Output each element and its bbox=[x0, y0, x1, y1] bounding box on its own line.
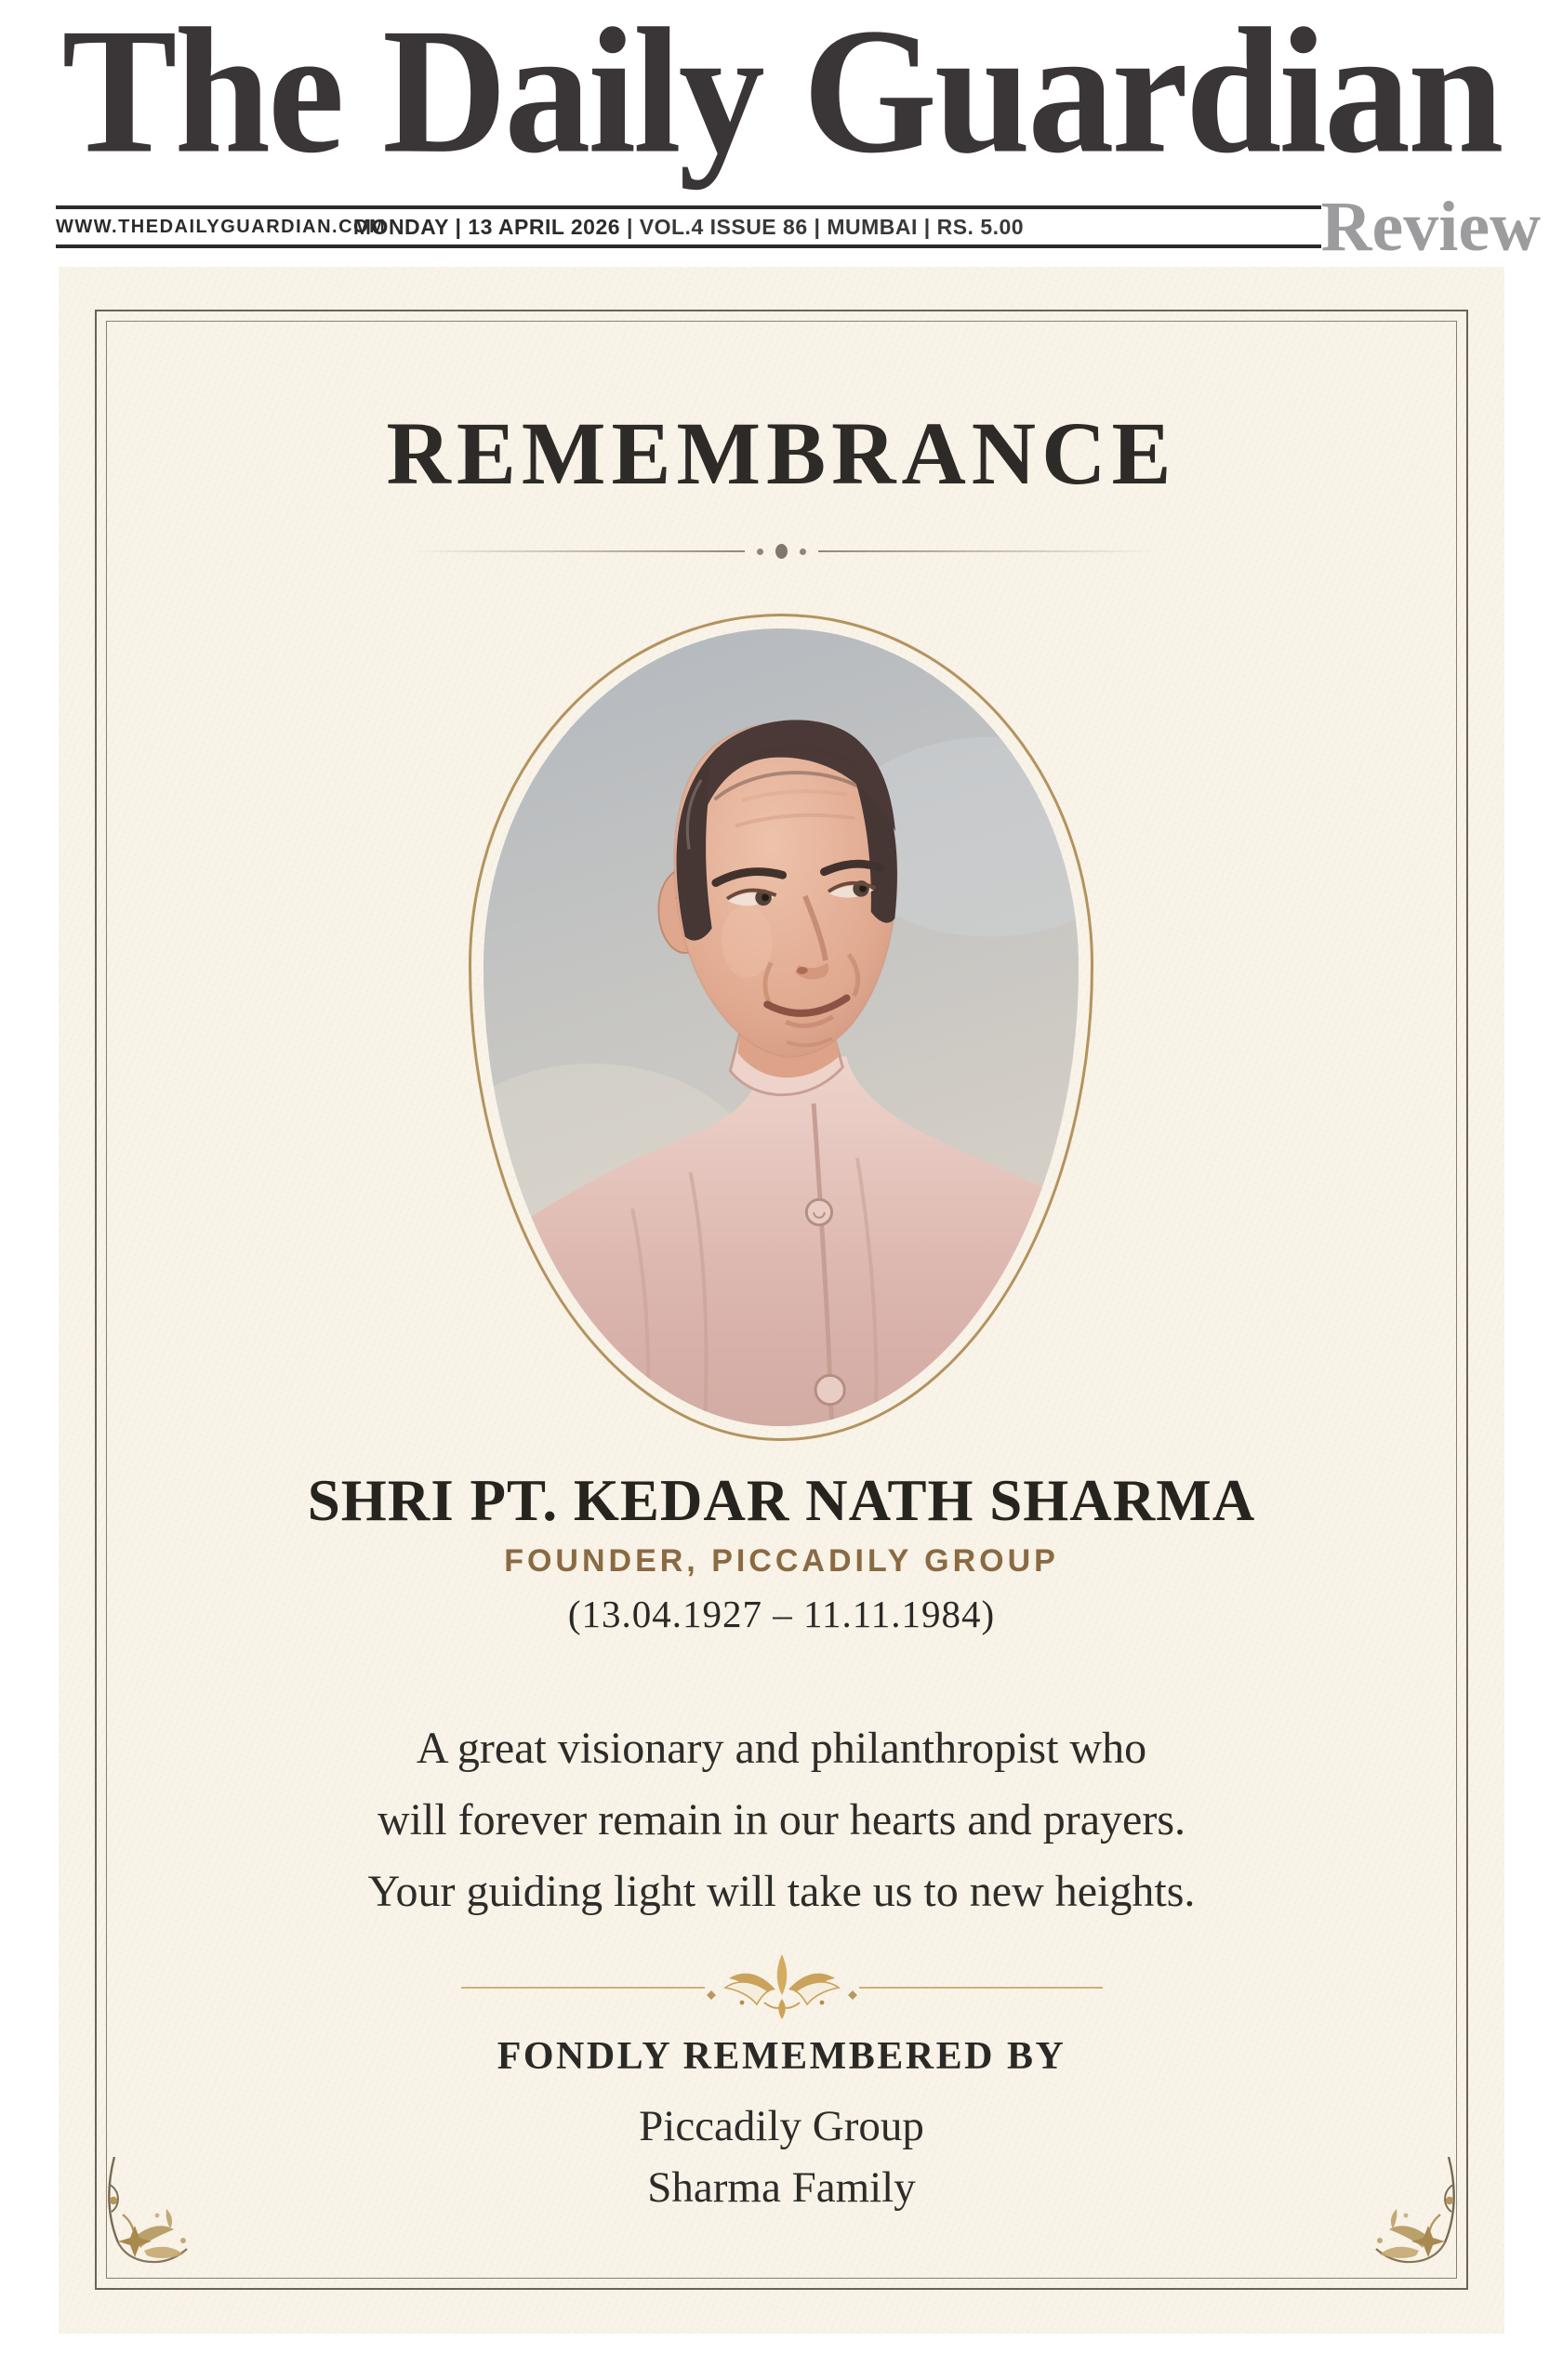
dotted-divider bbox=[0, 544, 1563, 559]
tribute-line: A great visionary and philanthropist who bbox=[416, 1724, 1147, 1773]
dateline-row bbox=[56, 212, 1321, 242]
remembered-heading: FONDLY REMEMBERED BY bbox=[497, 2035, 1066, 2078]
tribute-text bbox=[0, 1712, 1563, 1927]
gold-ornament-icon bbox=[461, 1949, 1103, 2027]
gold-ornament-divider bbox=[0, 1949, 1563, 2027]
jacket-button bbox=[815, 1375, 844, 1404]
dateline-date: MONDAY | 13 APRIL 2026 bbox=[352, 215, 621, 239]
jacket-button bbox=[806, 1199, 831, 1224]
divider-dot-small bbox=[757, 549, 763, 555]
newspaper-title: The Daily Guardian bbox=[61, 0, 1502, 192]
remembered-by-item: Sharma Family bbox=[647, 2163, 916, 2212]
website-link[interactable]: WWW.THEDAILYGUARDIAN.COM bbox=[56, 217, 387, 237]
divider-line-right bbox=[818, 550, 1155, 552]
life-dates: (13.04.1927 – 11.11.1984) bbox=[567, 1593, 996, 1635]
remembered-by-list bbox=[0, 2096, 1563, 2218]
remembered-by-item: Piccadily Group bbox=[639, 2102, 924, 2150]
dateline-issue: | VOL.4 ISSUE 86 | MUMBAI | RS. 5.00 bbox=[626, 215, 1025, 239]
divider-dot-large bbox=[775, 544, 788, 559]
portrait-photo bbox=[483, 628, 1079, 1426]
header-rule-bottom bbox=[56, 245, 1321, 248]
portrait-illustration bbox=[483, 628, 1079, 1426]
tribute-line: will forever remain in our hearts and prayers. bbox=[378, 1795, 1185, 1844]
divider-line-left bbox=[408, 550, 745, 552]
tribute-line: Your guiding light will take us to new heights. bbox=[367, 1867, 1196, 1916]
deceased-name: SHRI PT. KEDAR NATH SHARMA bbox=[307, 1468, 1256, 1533]
deceased-role: FOUNDER, PICCADILY GROUP bbox=[504, 1543, 1059, 1579]
header-rule-top bbox=[56, 205, 1321, 209]
remembrance-title: REMEMBRANCE bbox=[386, 403, 1177, 503]
divider-dot-small bbox=[800, 549, 806, 555]
section-label: Review bbox=[1320, 188, 1541, 266]
